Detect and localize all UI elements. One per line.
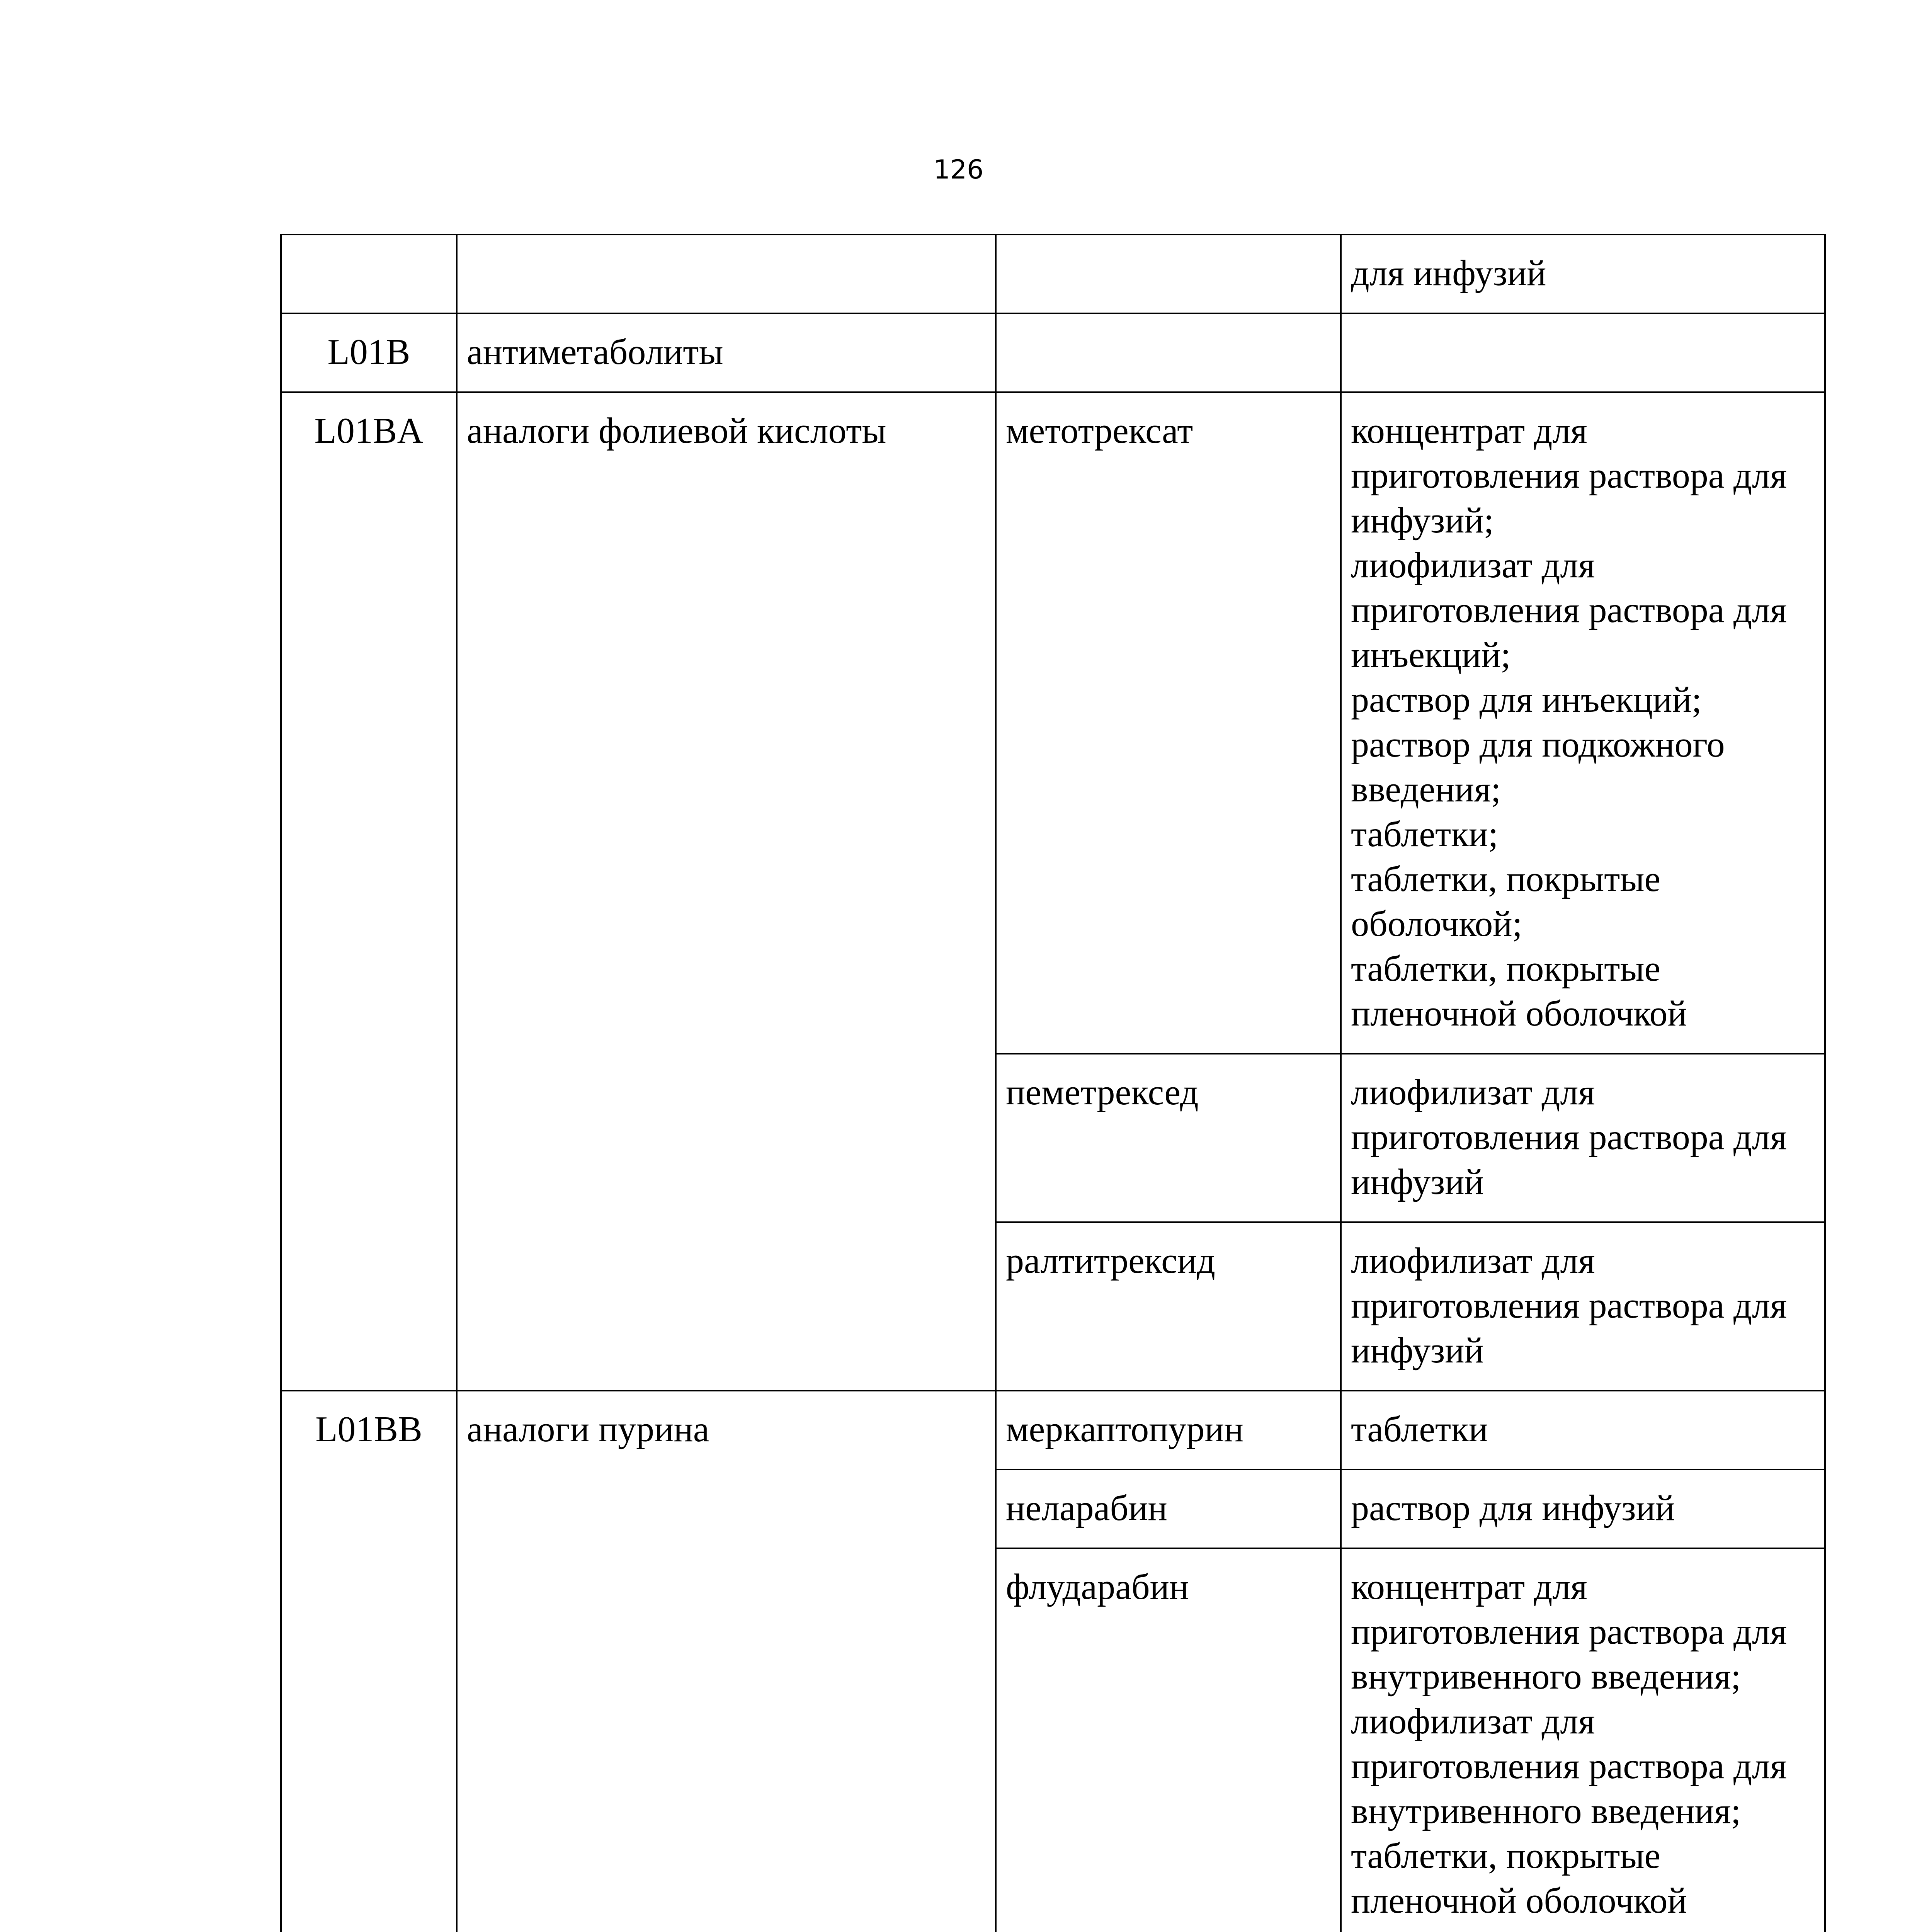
drug-name-cell — [996, 235, 1341, 313]
group-name-cell: антиметаболиты — [457, 313, 996, 392]
group-name-cell: аналоги фолиевой кислоты — [457, 392, 996, 1391]
dosage-form: таблетки, покрытые пленочной оболочкой — [1351, 949, 1687, 1034]
group-name-cell: аналоги пурина — [457, 1391, 996, 1932]
atc-code-cell — [281, 235, 457, 313]
drug-name-cell — [996, 313, 1341, 392]
dosage-forms-cell — [1341, 235, 1825, 313]
dosage-form: раствор для инъекций; — [1351, 680, 1702, 720]
drug-name-cell: неларабин — [996, 1469, 1341, 1548]
drug-name-cell: метотрексат — [996, 392, 1341, 1054]
atc-code-cell: L01BB — [281, 1391, 457, 1932]
dosage-forms-cell — [1341, 1469, 1825, 1548]
dosage-form: таблетки, покрытые оболочкой; — [1351, 859, 1661, 944]
dosage-forms-cell — [1341, 1054, 1825, 1222]
dosage-form: для инфузий — [1351, 253, 1546, 293]
table-row — [281, 392, 1825, 1054]
dosage-forms-cell — [1341, 1222, 1825, 1391]
drug-table — [280, 234, 1826, 1932]
dosage-form: лиофилизат для приготовления раствора для инфузий — [1351, 1072, 1787, 1202]
group-name-cell — [457, 235, 996, 313]
drug-name-cell: ралтитрексид — [996, 1222, 1341, 1391]
dosage-form: концентрат для приготовления раствора для внутривенного введения; — [1351, 1567, 1787, 1697]
table-row — [281, 1391, 1825, 1469]
dosage-form: таблетки; — [1351, 814, 1499, 854]
dosage-form: раствор для подкожного введения; — [1351, 724, 1725, 810]
drug-name-cell: пеметрексед — [996, 1054, 1341, 1222]
atc-code-cell: L01B — [281, 313, 457, 392]
dosage-forms-cell — [1341, 1548, 1825, 1932]
dosage-forms-cell — [1341, 313, 1825, 392]
dosage-form: таблетки, покрытые пленочной оболочкой — [1351, 1836, 1687, 1921]
dosage-form: лиофилизат для приготовления раствора для инфузий — [1351, 1241, 1787, 1371]
dosage-form: таблетки — [1351, 1409, 1488, 1449]
drug-name-cell: меркаптопурин — [996, 1391, 1341, 1469]
page-number: 126 — [933, 155, 984, 185]
dosage-form: концентрат для приготовления раствора для инфузий; — [1351, 411, 1787, 541]
dosage-form: раствор для инфузий — [1351, 1488, 1675, 1528]
dosage-form: лиофилизат для приготовления раствора для внутривенного введения; — [1351, 1701, 1787, 1831]
dosage-forms-cell — [1341, 1391, 1825, 1469]
dosage-form: лиофилизат для приготовления раствора для инъекций; — [1351, 545, 1787, 675]
drug-name-cell: флударабин — [996, 1548, 1341, 1932]
table-row — [281, 313, 1825, 392]
table-row — [281, 235, 1825, 313]
atc-code-cell: L01BA — [281, 392, 457, 1391]
dosage-forms-cell — [1341, 392, 1825, 1054]
